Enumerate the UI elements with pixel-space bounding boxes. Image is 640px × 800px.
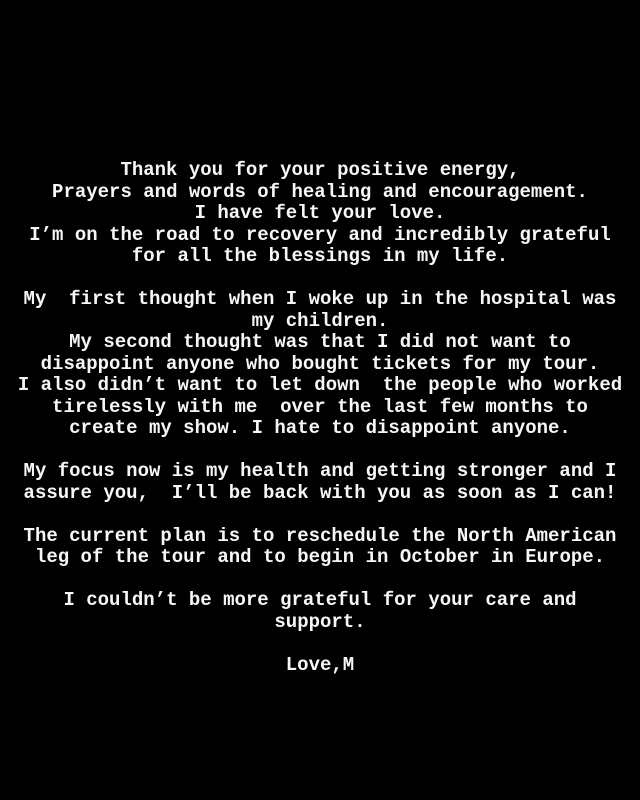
statement-line: for all the blessings in my life. — [131, 245, 509, 267]
statement-line: I’m on the road to recovery and incredibly grateful — [29, 223, 611, 246]
statement-line: assure you, I’ll be back with you as soon as I can! — [23, 481, 617, 504]
statement-line: Prayers and words of healing and encouragement. — [52, 180, 588, 203]
statement-paragraph-tour-plan — [0, 526, 640, 569]
statement-line: my children. — [251, 309, 389, 332]
statement-signature — [0, 655, 640, 677]
statement-line: tirelessly with me over the last few months to — [52, 395, 588, 418]
statement-text — [0, 160, 640, 676]
statement-line: My second thought was that I did not want to — [69, 331, 571, 353]
statement-line: My first thought when I woke up in the hospital was — [23, 288, 617, 310]
statement-line: leg of the tour and to begin in October in Europe. — [34, 546, 606, 568]
statement-paragraph-thanks — [0, 590, 640, 633]
statement-line: I couldn’t be more grateful for your care and — [63, 589, 577, 611]
statement-line: Thank you for your positive energy, — [120, 159, 520, 181]
statement-line: My focus now is my health and getting stronger and I — [23, 460, 617, 482]
statement-paragraph-hospital — [0, 289, 640, 440]
statement-paragraph-health-focus — [0, 461, 640, 504]
statement-line: Love,M — [285, 653, 355, 676]
statement-line: The current plan is to reschedule the North American — [23, 524, 617, 547]
statement-line: I have felt your love. — [194, 202, 446, 224]
statement-line: disappoint anyone who bought tickets for my tour. — [40, 352, 600, 375]
statement-line: I also didn’t want to let down the people who worked — [17, 374, 623, 396]
statement-line: create my show. I hate to disappoint anyone. — [69, 417, 571, 439]
statement-paragraph-gratitude — [0, 160, 640, 268]
statement-line: support. — [274, 610, 366, 633]
